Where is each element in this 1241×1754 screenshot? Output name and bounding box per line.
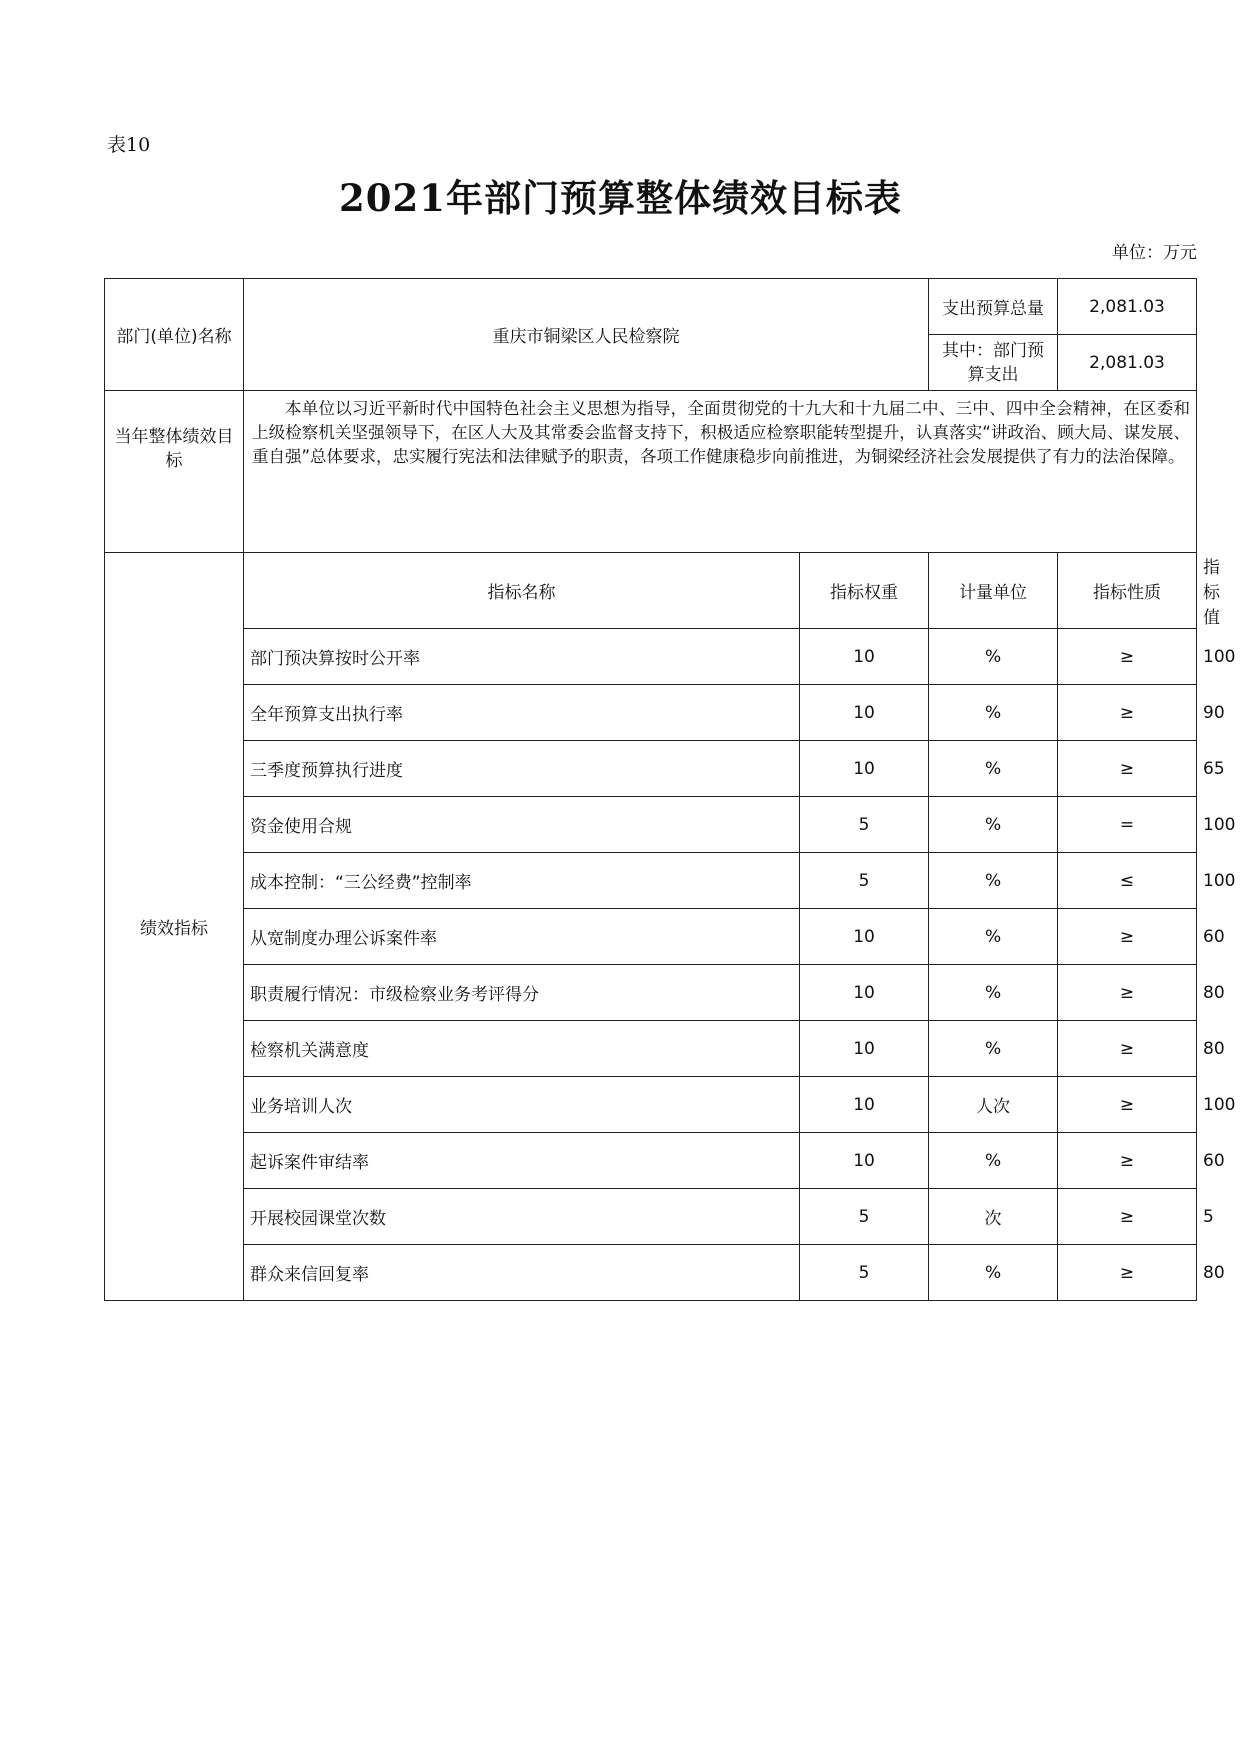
indicator-weight: 5 (800, 1245, 929, 1301)
indicator-unit: % (929, 1021, 1058, 1077)
indicator-unit: % (929, 965, 1058, 1021)
table-row: 部门预决算按时公开率 10 % ≥ 100 (105, 629, 1197, 685)
indicator-name: 成本控制：“三公经费”控制率 (244, 853, 800, 909)
indicator-weight: 5 (800, 853, 929, 909)
indicator-unit: 次 (929, 1189, 1058, 1245)
indicator-nature: ≥ (1058, 1245, 1197, 1301)
table-row: 开展校园课堂次数 5 次 ≥ 5 (105, 1189, 1197, 1245)
table-row: 业务培训人次 10 人次 ≥ 100 (105, 1077, 1197, 1133)
indicator-nature: ≥ (1058, 1077, 1197, 1133)
table-row: 资金使用合规 5 % = 100 (105, 797, 1197, 853)
indicator-name: 开展校园课堂次数 (244, 1189, 800, 1245)
indicator-name: 三季度预算执行进度 (244, 741, 800, 797)
indicator-unit: % (929, 797, 1058, 853)
indicator-weight: 10 (800, 1077, 929, 1133)
indicator-nature: ≥ (1058, 685, 1197, 741)
indicator-unit: % (929, 741, 1058, 797)
indicator-unit: % (929, 629, 1058, 685)
indicator-weight: 10 (800, 685, 929, 741)
indicator-weight: 10 (800, 965, 929, 1021)
indicator-nature: ≥ (1058, 741, 1197, 797)
goal-text: 本单位以习近平新时代中国特色社会主义思想为指导，全面贯彻党的十九大和十九届二中、三中、四中全会精神，在区委和上级检察机关坚强领导下，在区人大及其常委会监督支持下，积极适应检察职能转型提升，认真落实“讲政治、顾大局、谋发展、重自强”总体要求，忠实履行宪法和法律赋予的职责，各项工作健康稳步向前推进，为铜梁经济社会发展提供了有力的法治保障。 (244, 391, 1197, 553)
indicator-weight: 10 (800, 1133, 929, 1189)
indicator-weight: 5 (800, 797, 929, 853)
table-number: 表10 (107, 134, 151, 156)
indicator-unit: % (929, 853, 1058, 909)
indicator-nature: ≥ (1058, 1021, 1197, 1077)
indicator-weight: 10 (800, 629, 929, 685)
table-row: 成本控制：“三公经费”控制率 5 % ≤ 100 (105, 853, 1197, 909)
indicator-name: 从宽制度办理公诉案件率 (244, 909, 800, 965)
indicator-name: 起诉案件审结率 (244, 1133, 800, 1189)
indicator-nature: ≤ (1058, 853, 1197, 909)
dept-budget-value: 2,081.03 (1058, 335, 1197, 391)
indicator-name: 资金使用合规 (244, 797, 800, 853)
indicator-name: 业务培训人次 (244, 1077, 800, 1133)
dept-name: 重庆市铜梁区人民检察院 (244, 279, 929, 391)
indicators-label: 绩效指标 (105, 553, 244, 1301)
total-budget-label: 支出预算总量 (929, 279, 1058, 335)
indicator-unit: 人次 (929, 1077, 1058, 1133)
indicator-unit: % (929, 1245, 1058, 1301)
table-row: 群众来信回复率 5 % ≥ 80 (105, 1245, 1197, 1301)
indicator-unit: % (929, 909, 1058, 965)
performance-table: 部门(单位)名称 重庆市铜梁区人民检察院 支出预算总量 2,081.03 其中：部门预算支出 2,081.03 当年整体绩效目标 本单位以习近平新时代中国特色社会主义思想为指导，全面贯彻党的十九大和十九届二中、三中、四中全会精神，在区委和上级检察机关坚强领导下，在区人大及其常委会监督支持下，积极适应检察职能转型提升，认真落实“讲政治、顾大局、谋发展、重自强”总体要求，忠实履行宪法和法律赋予的职责，各项工作健康稳步向前推进，为铜梁经济社会发展提供了有力的法治保障。 绩效指标 指标名称 指标权重 计量单位 指标性质 指标值 部门预决算按时公开率 10 % ≥ 100 全年预算支出执行率 10 % ≥ 90 三季度预算执行进度 10 % ≥ 65 资金使用合规 5 % = 100 成本控制：“三公经费”控制率 5 % ≤ 100 从宽制度办理公诉案件率 10 % ≥ 60 职责履行情况：市级检察业务考评得分 10 % ≥ 80 检察机关满意度 10 % ≥ 80 业务培训人次 10 人次 ≥ 100 起诉案件审结率 10 % ≥ 60 开展校园课堂次数 5 次 ≥ 5 群众来信回复率 5 % ≥ 80 (104, 278, 1197, 1301)
indicator-nature: = (1058, 797, 1197, 853)
dept-budget-label: 其中：部门预算支出 (929, 335, 1058, 391)
indicator-weight: 10 (800, 1021, 929, 1077)
indicator-weight: 10 (800, 741, 929, 797)
table-row: 三季度预算执行进度 10 % ≥ 65 (105, 741, 1197, 797)
table-row: 检察机关满意度 10 % ≥ 80 (105, 1021, 1197, 1077)
column-header: 指标名称 (244, 553, 800, 629)
indicator-nature: ≥ (1058, 1133, 1197, 1189)
table-row: 起诉案件审结率 10 % ≥ 60 (105, 1133, 1197, 1189)
indicator-nature: ≥ (1058, 629, 1197, 685)
table-row: 从宽制度办理公诉案件率 10 % ≥ 60 (105, 909, 1197, 965)
total-budget-value: 2,081.03 (1058, 279, 1197, 335)
indicator-unit: % (929, 685, 1058, 741)
indicator-name: 群众来信回复率 (244, 1245, 800, 1301)
column-header: 指标权重 (800, 553, 929, 629)
indicator-nature: ≥ (1058, 1189, 1197, 1245)
unit-label: 单位：万元 (1112, 243, 1197, 263)
indicator-name: 检察机关满意度 (244, 1021, 800, 1077)
indicator-unit: % (929, 1133, 1058, 1189)
dept-label: 部门(单位)名称 (105, 279, 244, 391)
indicator-weight: 10 (800, 909, 929, 965)
indicator-weight: 5 (800, 1189, 929, 1245)
indicator-nature: ≥ (1058, 909, 1197, 965)
indicator-name: 职责履行情况：市级检察业务考评得分 (244, 965, 800, 1021)
table-row: 职责履行情况：市级检察业务考评得分 10 % ≥ 80 (105, 965, 1197, 1021)
table-row: 全年预算支出执行率 10 % ≥ 90 (105, 685, 1197, 741)
indicator-nature: ≥ (1058, 965, 1197, 1021)
column-header: 计量单位 (929, 553, 1058, 629)
column-header: 指标性质 (1058, 553, 1197, 629)
page-title: 2021年部门预算整体绩效目标表 (339, 176, 902, 220)
indicator-name: 全年预算支出执行率 (244, 685, 800, 741)
indicator-name: 部门预决算按时公开率 (244, 629, 800, 685)
goal-label: 当年整体绩效目标 (105, 391, 244, 553)
